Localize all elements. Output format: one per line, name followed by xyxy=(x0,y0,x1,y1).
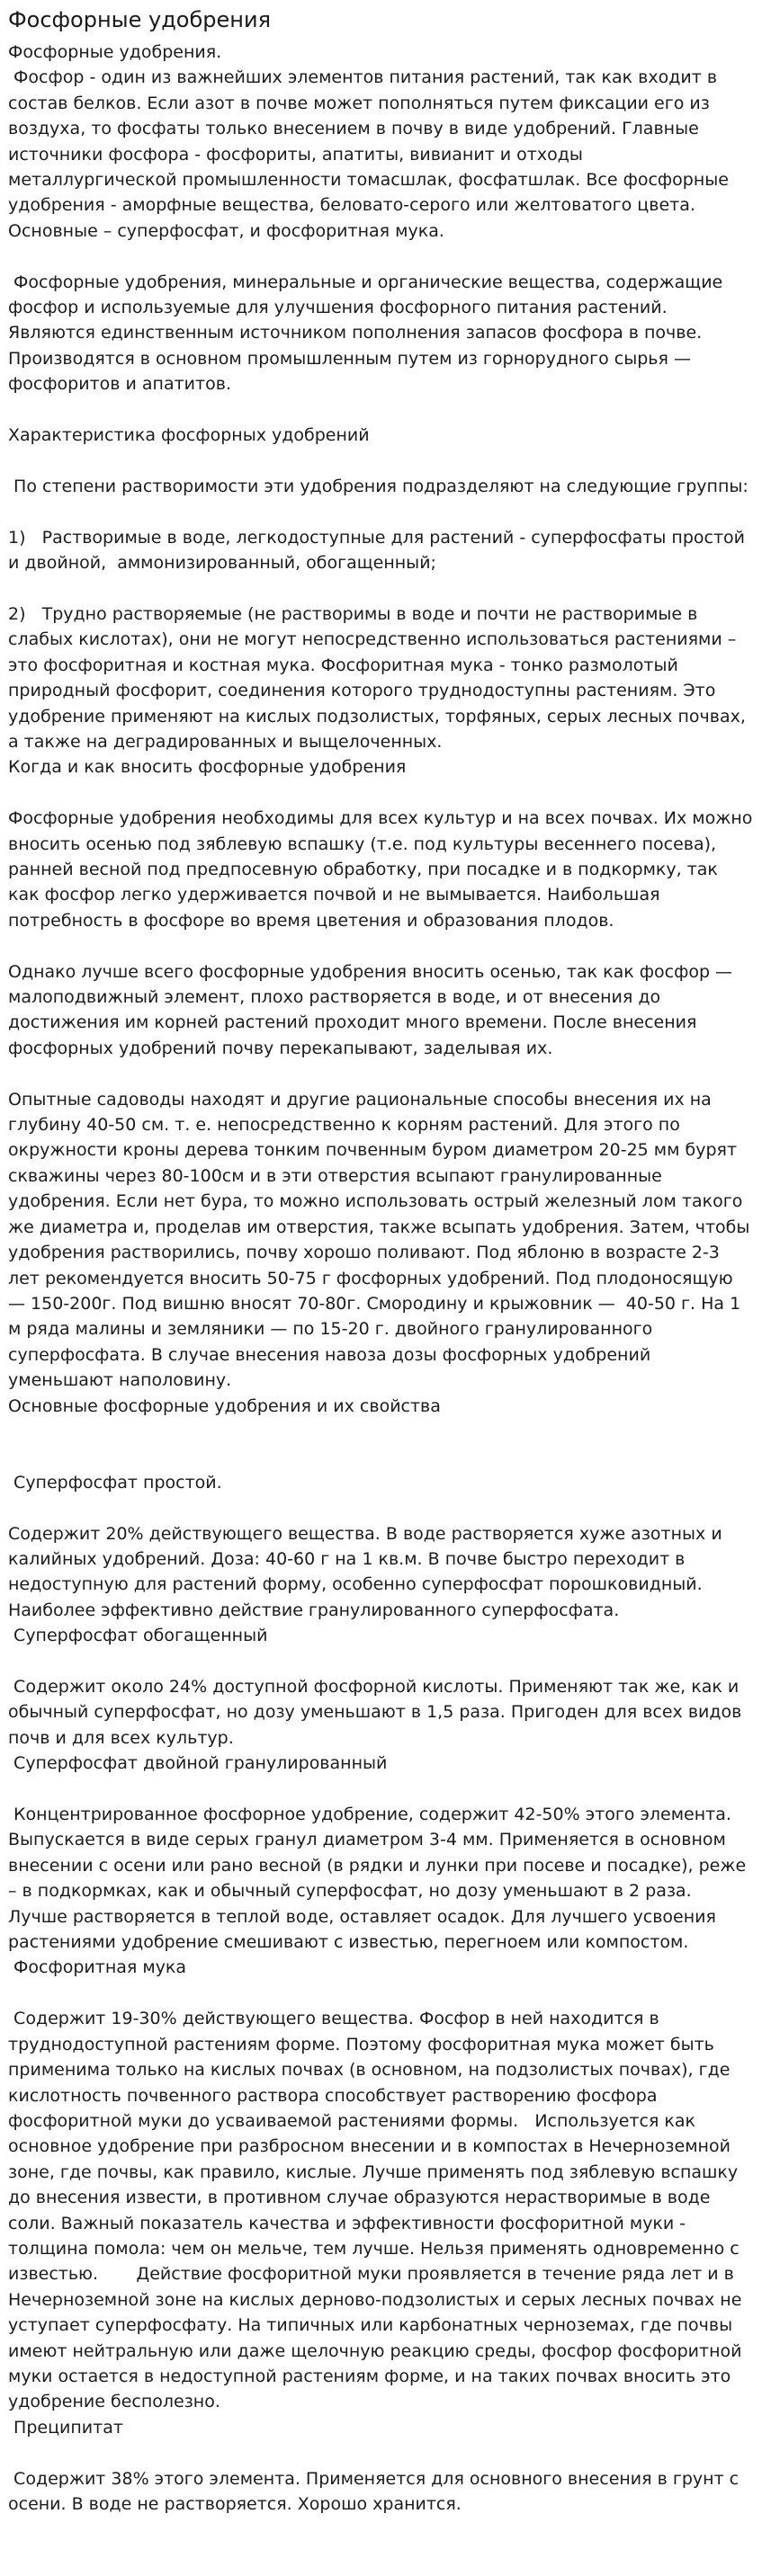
blank-line xyxy=(8,397,753,423)
text-paragraph: Однако лучше всего фосфорные удобрения вносить осенью, так как фосфор — малоподвижный элемент, плохо растворяется в воде, и от внесения до достижения им корней растений проходит много времени. После внесения фосфорных удобрений почву перекапывают, заделывая их. xyxy=(8,961,739,1058)
article-body xyxy=(8,40,758,2517)
text-paragraph: Когда и как вносить фосфорные удобрения xyxy=(8,757,407,778)
text-paragraph: По степени растворимости эти удобрения подразделяют на следующие группы: xyxy=(8,476,749,496)
blank-line xyxy=(8,1419,753,1444)
text-paragraph: Содержит около 24% доступной фосфорной кислоты. Применяют так же, как и обычный суперфосфат, но дозу уменьшают в 1,5 раза. Пригоден для всех видов почв и для всех культур. xyxy=(8,1677,748,1748)
text-paragraph: Содержит 19-30% действующего вещества. Фосфор в ней находится в труднодоступной растениям форме. Поэтому фосфоритная мука может быть применима только на кислых почвах (в основном, на подзолистых почвах), где кислотность почвенного раствора способствует растворению фосфора фосфоритной муки до усваиваемой растениями формы. Используется как основное удобрение при разбросном внесении и в компостах в Нечерноземной зоне, где почвы, как правило, кислые. Лучше применять под зяблевую вспашку до внесения извести, в противном случае образуются нерастворимые в воде соли. Важный показатель качества и эффективности фосфоритной муки - толщина помола: чем он мельче, тем лучше. Нельзя применять одновременно с известью. Действие фосфоритной муки проявляется в течение ряда лет и в Нечерноземной зоне на кислых дерново-подзолистых и серых лесных почвах не уступает суперфосфату. На типичных или карбонатных черноземах, где почвы имеют нейтральную или даже щелочную реакцию среды, фосфор фосфоритной муки остается в недоступной растениям форме, и на таких почвах вносить это удобрение бесполезно. xyxy=(8,2009,748,2412)
text-paragraph: Преципитат xyxy=(8,2417,123,2438)
blank-line xyxy=(8,1061,753,1086)
blank-line xyxy=(8,1495,753,1520)
text-paragraph: Суперфосфат простой. xyxy=(8,1472,222,1493)
text-paragraph: Суперфосфат обогащенный xyxy=(8,1626,268,1646)
page-title: Фосфорные удобрения xyxy=(8,7,272,32)
text-paragraph: Характеристика фосфорных удобрений xyxy=(8,425,370,446)
blank-line xyxy=(8,1981,753,2006)
text-paragraph: Фосфорные удобрения необходимы для всех культур и на всех почвах. Их можно вносить осенью под зяблевую вспашку (т.е. под культуры весеннего посева), ранней весной под предпосевную обработку, при посадке и в подкормку, так как фосфор легко удерживается почвой и не вымывается. Наибольшая потребность в фосфоре во время цветения и образования плодов. xyxy=(8,808,758,931)
text-paragraph: Фосфорные удобрения, минеральные и органические вещества, содержащие фосфор и используемые для улучшения фосфорного питания растений. Являются единственным источником пополнения запасов фосфора в почве. Производятся в основном промышленным путем из горнорудного сырья — фосфоритов и апатитов. xyxy=(8,272,729,395)
blank-line xyxy=(8,499,753,524)
blank-line xyxy=(8,576,753,602)
blank-line xyxy=(8,1777,753,1802)
text-paragraph: Суперфосфат двойной гранулированный xyxy=(8,1753,388,1774)
blank-line xyxy=(8,2440,753,2465)
blank-line xyxy=(8,449,753,474)
blank-line xyxy=(8,933,753,958)
text-paragraph: Фосфорные удобрения. xyxy=(8,42,222,62)
text-paragraph: Фосфоритная мука xyxy=(8,1957,187,1978)
blank-line xyxy=(8,780,753,806)
blank-line xyxy=(8,1649,753,1674)
blank-line xyxy=(8,1444,753,1469)
text-paragraph: Опытные садоводы находят и другие рациональные способы внесения их на глубину 40-50 см. т. е. непосредственно к корням растений. Для этого по окружности кроны дерева тонким почвенным буром диаметром 20-25 мм бурят скважины через 80-100см и в эти отверстия всыпают гранулированные удобрения. Если нет бура, то можно использовать острый железный лом такого же диаметра и, проделав им отверстия, также всыпать удобрения. Затем, чтобы удобрения растворились, почву хорошо поливают. Под яблоню в возрасте 2-3 лет рекомендуется вносить 50-75 г фосфорных удобрений. Под плодоносящую — 150-200г. Под вишню вносят 70-80г. Смородину и крыжовник — 40-50 г. На 1 м ряда малины и земляники — по 15-20 г. двойного гранулированного суперфосфата. В случае внесения навоза дозы фосфорных удобрений уменьшают наполовину. xyxy=(8,1089,756,1391)
text-paragraph: 1) Растворимые в воде, легкодоступные для растений - суперфосфаты простой и двойной, аммонизированный, обогащенный; xyxy=(8,527,751,574)
blank-line xyxy=(8,244,753,269)
text-paragraph: Фосфор - один из важнейших элементов питания растений, так как входит в состав белков. Если азот в почве может пополняться путем фиксации его из воздуха, то фосфаты только внесением в почву в виде удобрений. Главные источники фосфора - фосфориты, апатиты, вивианит и отходы металлургической промышленности томасшлак, фосфатшлак. Все фосфорные удобрения - аморфные вещества, беловато-серого или желтоватого цвета. Основные – суперфосфат, и фосфоритная мука. xyxy=(8,67,734,241)
text-paragraph: Содержит 38% этого элемента. Применяется для основного внесения в грунт с осени. В воде не растворяется. Хорошо хранится. xyxy=(8,2468,745,2514)
text-paragraph: Концентрированное фосфорное удобрение, содержит 42-50% этого элемента. Выпускается в виде серых гранул диаметром 3-4 мм. Применяется в основном внесении с осени или рано весной (в рядки и лунки при посеве и посадке), реже – в подкормках, как и обычный суперфосфат, но дозу уменьшают в 2 раза. Лучше растворяется в теплой воде, оставляет осадок. Для лучшего усвоения растениями удобрение смешивают с известью, перегноем или компостом. xyxy=(8,1805,752,1953)
text-paragraph: Основные фосфорные удобрения и их свойства xyxy=(8,1395,441,1416)
text-paragraph: Содержит 20% действующего вещества. В воде растворяется хуже азотных и калийных удобрений. Доза: 40-60 г на 1 кв.м. В почве быстро переходит в недоступную для растений форму, особенно суперфосфат порошковидный. Наиболее эффективно действие гранулированного суперфосфата. xyxy=(8,1523,728,1620)
text-paragraph: 2) Трудно растворяемые (не растворимы в воде и почти не растворимые в слабых кислотах), они не могут непосредственно использоваться растениями – это фосфоритная и костная мука. Фосфоритная мука - тонко размолотый природный фосфорит, соединения которого труднодоступны растениям. Это удобрение применяют на кислых подзолистых, торфяных, серых лесных почвах, а также на деградированных и выщелоченных. xyxy=(8,603,751,752)
